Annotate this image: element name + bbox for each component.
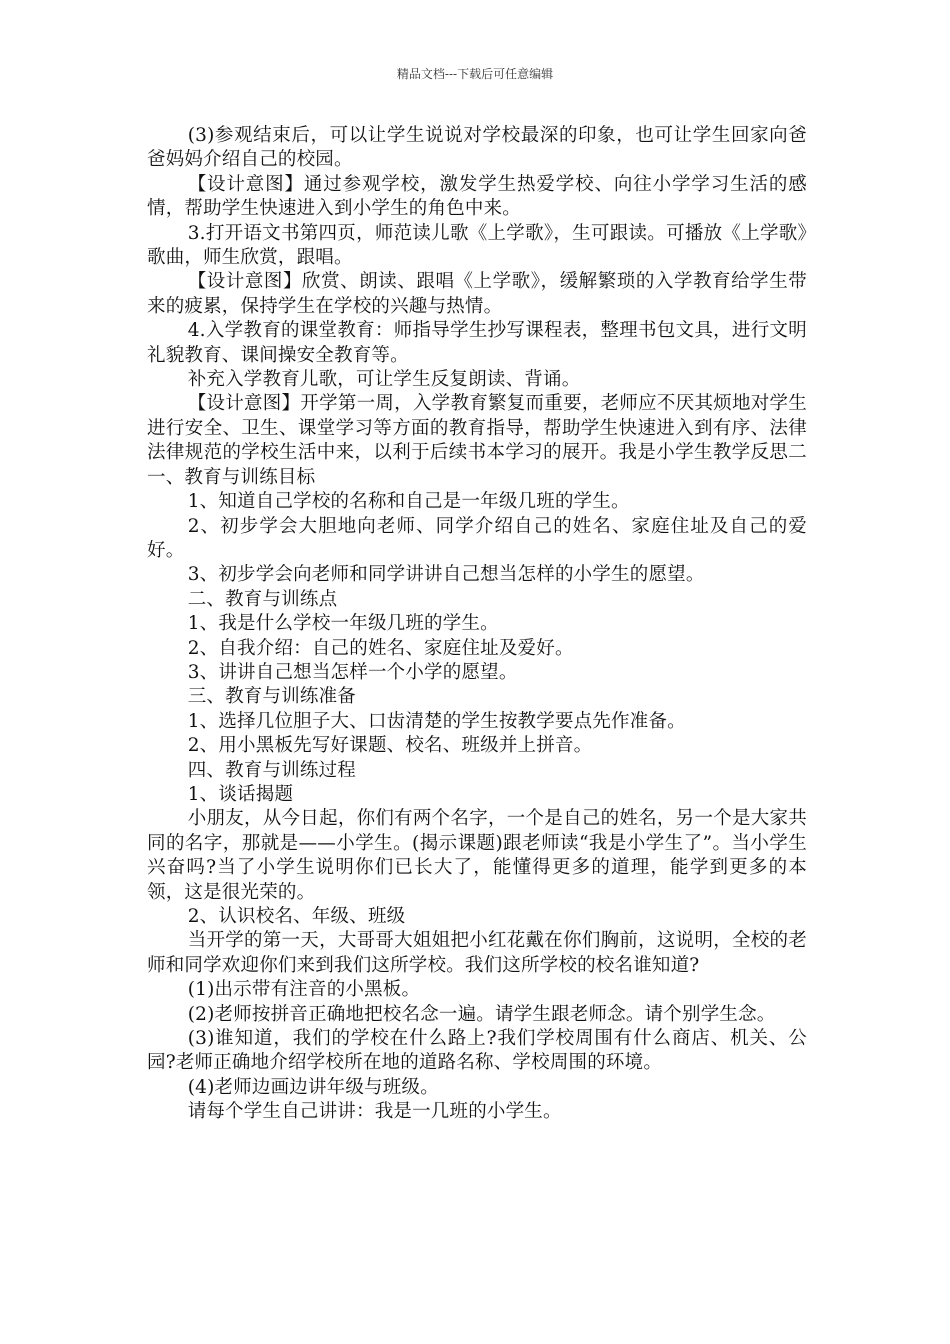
goal-item: 3、初步学会向老师和同学讲讲自己想当怎样的小学生的愿望。 — [187, 564, 705, 586]
sub-heading: 1、谈话揭题 — [187, 783, 294, 805]
goal-item: 1、知道自己学校的名称和自己是一年级几班的学生。 — [187, 491, 630, 513]
paragraph: 当开学的第一天，大哥哥大姐姐把小红花戴在你们胸前，这说明，全校的老师和同学欢迎你们来到我们这所学校。我们这所学校的校名谁知道? — [147, 930, 807, 976]
design-intent-paragraph: 【设计意图】欣赏、朗读、跟唱《上学歌》，缓解繁琐的入学教育给学生带来的疲累，保持学生在学校的兴趣与热情。 — [147, 271, 807, 317]
design-intent-paragraph: 【设计意图】开学第一周，入学教育繁复而重要，老师应不厌其烦地对学生进行安全、卫生、课堂学习等方面的教育指导，帮助学生快速进入到有序、法律法律规范的学校生活中来，以利于后续书本学习的展开。我是小学生教学反思二一、教育与训练目标 — [147, 393, 807, 488]
paragraph: 补充入学教育儿歌，可让学生反复朗读、背诵。 — [187, 369, 581, 391]
paragraph: (3)参观结束后，可以让学生说说对学校最深的印象，也可让学生回家向爸爸妈妈介绍自己的校园。 — [147, 125, 807, 171]
list-item: 2、自我介绍：自己的姓名、家庭住址及爱好。 — [187, 637, 574, 659]
list-item: 1、我是什么学校一年级几班的学生。 — [187, 613, 499, 635]
document-body — [147, 124, 807, 1125]
page-header: 精品文档---下载后可任意编辑 — [396, 67, 554, 81]
section-heading: 三、教育与训练准备 — [187, 686, 356, 708]
design-intent-paragraph: 【设计意图】通过参观学校，激发学生热爱学校、向往小学学习生活的感情，帮助学生快速进入到小学生的角色中来。 — [147, 173, 807, 220]
list-item: (1)出示带有注音的小黑板。 — [187, 979, 421, 1001]
paragraph: 请每个学生自己讲讲：我是一几班的小学生。 — [187, 1101, 562, 1123]
paragraph: 3.打开语文书第四页，师范读儿歌《上学歌》，生可跟读。可播放《上学歌》歌曲，师生欣赏，跟唱。 — [147, 222, 807, 269]
sub-heading: 2、认识校名、年级、班级 — [187, 906, 406, 927]
goal-item: 2、初步学会大胆地向老师、同学介绍自己的姓名、家庭住址及自己的爱好。 — [147, 515, 807, 561]
paragraph: 小朋友，从今日起，你们有两个名字，一个是自己的姓名，另一个是大家共同的名字，那就是——小学生。(揭示课题)跟老师读“我是小学生了”。当小学生兴奋吗?当了小学生说明你们已长大了，能懂得更多的道理，能学到更多的本领，这是很光荣的。 — [147, 808, 807, 903]
list-item: (3)谁知道，我们的学校在什么路上?我们学校周围有什么商店、机关、公园?老师正确地介绍学校所在地的道路名称、学校周围的环境。 — [147, 1028, 807, 1074]
list-item: (2)老师按拼音正确地把校名念一遍。请学生跟老师念。请个别学生念。 — [187, 1003, 776, 1025]
paragraph: 4.入学教育的课堂教育：师指导学生抄写课程表，整理书包文具，进行文明礼貌教育、课间操安全教育等。 — [147, 320, 807, 366]
section-heading: 二、教育与训练点 — [187, 588, 338, 610]
list-item: 2、用小黑板先写好课题、校名、班级并上拼音。 — [187, 735, 593, 757]
list-item: 1、选择几位胆子大、口齿清楚的学生按教学要点先作准备。 — [187, 710, 686, 732]
list-item: (4)老师边画边讲年级与班级。 — [187, 1076, 439, 1098]
section-heading: 四、教育与训练过程 — [187, 759, 356, 781]
list-item: 3、讲讲自己想当怎样一个小学的愿望。 — [187, 661, 518, 683]
